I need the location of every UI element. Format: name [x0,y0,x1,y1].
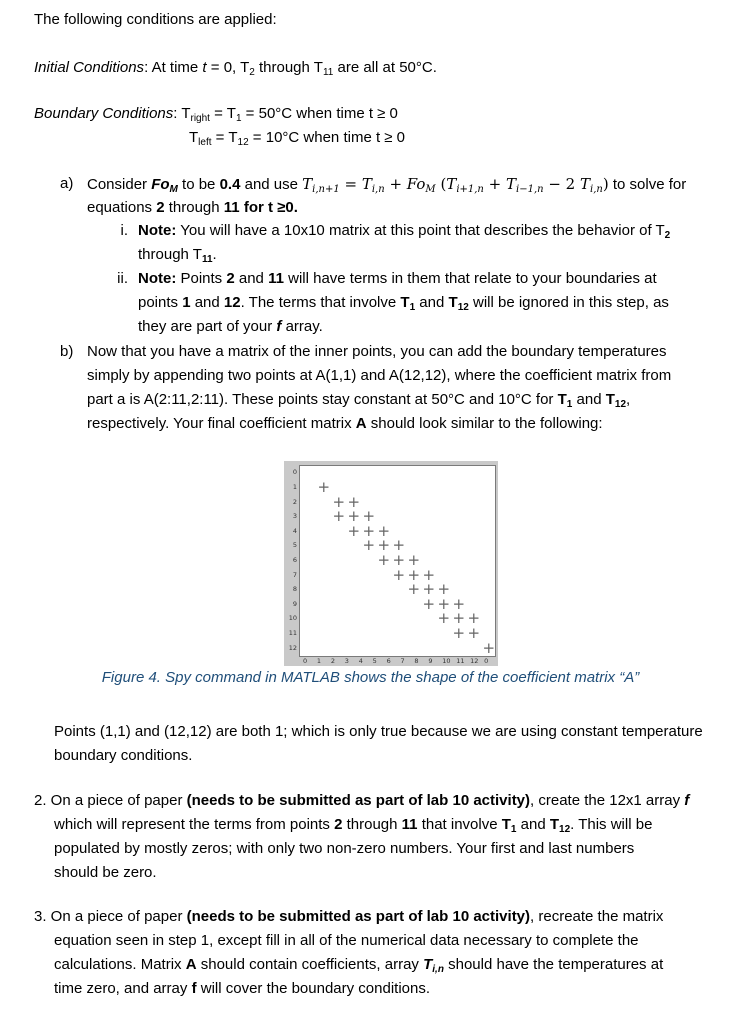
step3-line3 [54,954,663,977]
spy-x-tick: 5 [372,657,377,665]
sub-i-end: . [212,246,217,263]
item-a-marker: a) [60,175,74,192]
step3-line4 [54,978,430,1001]
sub-i-line1 [138,220,728,243]
step3-Tin: T [423,956,433,973]
sub-ii-T1s: 1 [409,302,416,313]
step2-b: , create the 12x1 array [530,792,685,809]
item-b-line1: Now that you have a matrix of the inner points, you can add the boundary temperatures [87,343,667,360]
step2-line3: populated by mostly zeros; with only two non-zero numbers. Your first and last numbers [54,840,635,857]
spy-y-tick: 8 [292,585,297,594]
a-to-solve: to solve for [608,176,687,193]
step3-line1 [34,906,663,929]
step3-l3b: should contain coefficients, array [196,956,424,973]
spy-x-tick: 8 [414,657,419,665]
spy-nonzero-marker: + [362,507,376,526]
item-b-line2: simply by appending two points at A(1,1) and A(12,12), where the coefficient matrix from [87,367,672,384]
b-T1s: 1 [566,399,573,410]
b-and: and [572,391,606,408]
spy-x-tick: 4 [358,657,363,665]
spy-nonzero-marker: + [422,580,436,599]
step2-through: through [342,816,402,833]
b2-a: T [189,129,199,146]
step2-line1 [34,790,689,813]
intro-line: The following conditions are applied: [34,11,277,28]
spy-x-tick: 11 [456,657,465,665]
step2-p2: 2 [334,816,343,833]
step2-bold: (needs to be submitted as part of lab 10 activity) [186,792,531,809]
initial-sub2: 11 [322,67,334,78]
sub-ii-note: Note: [138,270,177,287]
sub-i-s1: 2 [664,230,671,241]
step2-p11: 11 [401,816,418,833]
b2-b: = T [211,129,238,146]
a-n11: 11 [223,199,240,216]
b1-a: : T [173,105,191,122]
step2-and: and [516,816,550,833]
spy-x-tick: 7 [400,657,405,665]
boundary-conditions-line2 [189,127,405,150]
spy-y-tick: 5 [292,541,297,550]
b-l3b: , [626,391,631,408]
sub-ii-T12: T [448,294,458,311]
a-through: through [164,199,224,216]
a-value: 0.4 [219,176,241,193]
sub-i-marker: i. [120,222,128,239]
spy-nonzero-marker: + [437,609,451,628]
spy-nonzero-marker: + [392,565,406,584]
spy-nonzero-marker: + [377,536,391,555]
b-T12s: 12 [614,399,627,410]
step2-a: On a piece of paper [46,792,187,809]
step3-l3c: should have the temperatures at [443,956,664,973]
spy-nonzero-marker: + [347,521,361,540]
a-n2: 2 [156,199,165,216]
spy-x-tick: 10 [442,657,451,665]
spy-nonzero-marker: + [347,507,361,526]
spy-nonzero-marker: + [392,551,406,569]
spy-y-tick: 4 [292,526,297,535]
spy-y-tick: 12 [288,643,297,652]
sub-ii-text2: . The terms that involve [240,294,401,311]
spy-y-tick: 11 [288,629,297,638]
spy-y-tick: 6 [292,556,297,564]
b2-sub1: left [198,137,212,148]
sub-ii-and: and [234,270,269,287]
spy-y-tick: 3 [292,512,297,521]
sub-ii-p11: 11 [268,270,284,287]
spy-nonzero-marker: + [467,609,481,628]
initial-text-a: : At time [144,59,203,76]
sub-ii-points: Points [176,270,227,287]
b-A: A [355,415,367,432]
step3-bold: (needs to be submitted as part of lab 10 activity) [186,908,531,925]
sub-ii-points2: points [138,294,183,311]
a-and-use: and use [240,176,303,193]
sub-i-text: You will have a 10x10 matrix at this point that describes the behavior of T [176,222,665,239]
a-for-t: for t ≥0. [239,199,298,216]
spy-nonzero-marker: + [467,624,481,643]
a-fo-sub: M [169,184,178,195]
initial-label: Initial Conditions [34,59,145,76]
sub-i-note: Note: [138,222,177,239]
boundary-conditions-line1 [34,103,398,126]
step3-a: On a piece of paper [46,908,187,925]
sub-ii-l3: they are part of your [138,318,277,335]
spy-nonzero-marker: + [377,551,391,569]
sub-ii-f: f [276,318,282,335]
spy-plot-figure [284,461,498,666]
sub-ii-text3: will be ignored in this step, as [468,294,669,311]
step3-A: A [185,956,197,973]
step2-T1: T [501,816,511,833]
figure-caption: Figure 4. Spy command in MATLAB shows the shape of the coefficient matrix “A” [101,669,640,686]
spy-nonzero-marker: + [362,536,376,555]
a-l2a: equations [87,199,157,216]
b-T1: T [557,391,567,408]
step3-marker: 3. [34,908,47,925]
step2-T12: T [549,816,560,833]
step3-b: , recreate the matrix [530,908,664,925]
spy-nonzero-marker: + [317,477,331,496]
spy-y-tick: 0 [292,468,297,477]
initial-text-d: are all at 50°C. [333,59,437,76]
spy-nonzero-marker: + [422,565,436,584]
sub-ii-marker: ii. [117,270,128,287]
spy-nonzero-marker: + [407,551,421,569]
spy-nonzero-marker: + [392,536,406,555]
spy-nonzero-marker: + [407,565,421,584]
sub-ii-and2: and [190,294,224,311]
step3-l4b: will cover the boundary conditions. [196,980,431,997]
sub-ii-array: array. [281,318,323,335]
sub-ii-T1: T [400,294,410,311]
b-l3a: part a is A(2:11,2:11). These points stay constant at 50°C and 10°C for [87,391,558,408]
boundary-label: Boundary Conditions [34,105,174,122]
spy-x-tick: 0 [484,657,489,665]
sub-ii-p2: 2 [226,270,235,287]
b1-b: = T [209,105,236,122]
step3-f: f [191,980,197,997]
spy-x-tick: 2 [330,657,335,665]
item-b-line4 [87,413,727,436]
step2-T1s: 1 [510,824,517,835]
sub-i-s2: 11 [201,254,213,265]
sub-ii-line2 [138,292,728,315]
spy-x-tick: 12 [470,657,479,665]
sub-ii-T12s: 12 [457,302,469,313]
b-l4b: should look similar to the following: [366,415,603,432]
step2-marker: 2. [34,792,47,809]
step2-line4: should be zero. [54,864,157,881]
b2-c: = 10°C when time t ≥ 0 [248,129,406,146]
fo-equation: $T_{i,n+1} = T_{i,n} + Fo_M$ ($T_{i+1,n} + T_{i-1,n} - 2$ $T_{i,n}$) [302,175,609,195]
sub-ii-line1 [138,268,728,291]
points-para-line2: boundary conditions. [54,747,193,764]
step2-f: f [684,792,690,809]
b1-sub1: right [190,113,210,124]
b-T12: T [605,391,615,408]
spy-nonzero-marker: + [407,580,421,599]
b2-sub2: 12 [237,137,249,148]
spy-nonzero-marker: + [452,624,466,643]
sub-ii-line3 [138,316,728,339]
spy-nonzero-marker: + [437,580,451,599]
step2-l2a: which will represent the terms from points [54,816,335,833]
a-consider: Consider [87,176,152,193]
b-l4a: respectively. Your final coefficient matrix [87,415,356,432]
spy-y-tick: 1 [292,482,297,491]
spy-nonzero-marker: + [332,492,346,511]
sub-i-l2: through T [138,246,202,263]
b1-sub2: 1 [235,113,242,124]
step3-l4a: time zero, and array [54,980,192,997]
spy-y-tick: 2 [292,497,297,506]
spy-x-tick: 1 [316,657,322,665]
spy-y-tick: 9 [292,599,297,608]
item-a-line1 [87,173,727,197]
a-fo: Fo [151,176,170,193]
initial-conditions [34,57,437,80]
step2-l2b: that involve [417,816,502,833]
initial-text-c: through T [254,59,323,76]
spy-nonzero-marker: + [422,594,436,613]
step2-l2c: . This will be [570,816,653,833]
sub-i-line2 [138,244,728,267]
step3-l3a: calculations. Matrix [54,956,186,973]
step3-Tins: i,n [432,964,444,975]
step2-T12s: 12 [559,824,571,835]
spy-nonzero-marker: + [437,594,451,613]
item-b-marker: b) [60,343,74,360]
initial-t: t [202,59,207,76]
points-para-line1: Points (1,1) and (12,12) are both 1; which is only true because we are using constant temperature [54,723,703,740]
spy-nonzero-marker: + [482,638,496,657]
initial-text-b: = 0, T [206,59,250,76]
spy-y-tick: 10 [288,614,297,623]
spy-plot-axes [299,465,496,657]
spy-x-tick: 6 [386,657,391,665]
spy-nonzero-marker: + [452,594,466,613]
spy-nonzero-marker: + [452,609,466,628]
spy-nonzero-marker: + [332,507,346,526]
spy-nonzero-marker: + [347,492,361,511]
item-b-line3 [87,389,727,412]
sub-ii-p1: 1 [182,294,191,311]
b1-c: = 50°C when time t ≥ 0 [241,105,398,122]
sub-ii-and3: and [415,294,449,311]
sub-ii-text1: will have terms in them that relate to your boundaries at [283,270,657,287]
sub-ii-p12: 12 [223,294,241,311]
spy-y-tick: 7 [292,570,297,579]
item-a-line2 [87,197,727,220]
a-to-be: to be [177,176,220,193]
spy-nonzero-marker: + [377,521,391,540]
spy-x-tick: 3 [344,657,349,665]
step2-line2 [54,814,652,837]
spy-nonzero-marker: + [362,521,376,540]
step3-line2: equation seen in step 1, except fill in all of the numerical data necessary to complete the [54,932,639,949]
initial-sub1: 2 [249,67,255,78]
spy-x-tick: 0 [303,657,308,665]
spy-x-tick: 9 [428,657,433,665]
